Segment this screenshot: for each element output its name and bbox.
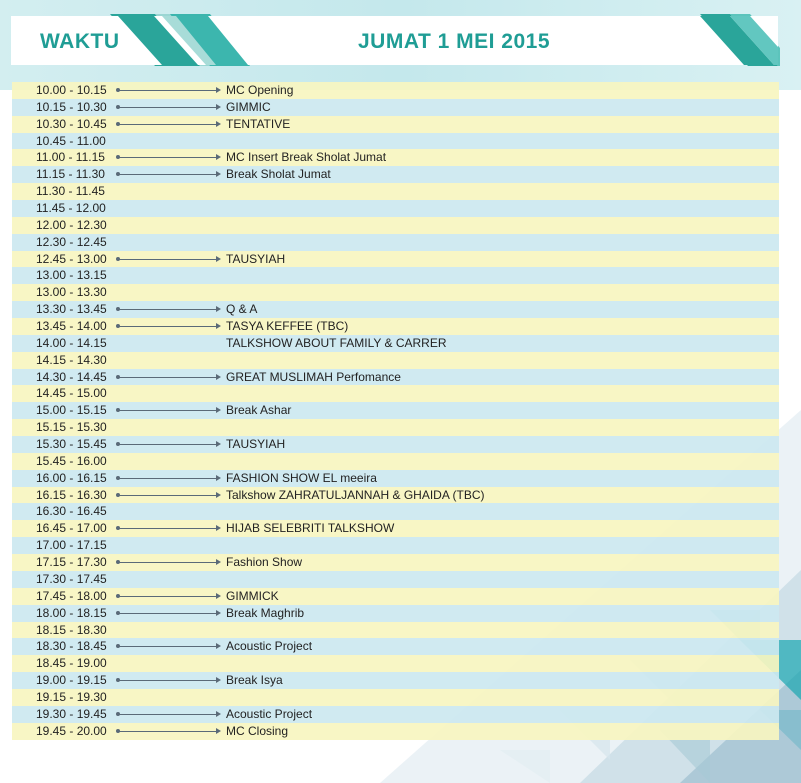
event-cell: Fashion Show <box>226 555 303 570</box>
arrow-icon <box>118 646 218 647</box>
schedule-row <box>12 183 779 200</box>
time-cell: 14.00 - 14.15 <box>36 335 107 350</box>
schedule-row <box>12 520 779 537</box>
schedule-row <box>12 605 779 622</box>
time-cell: 15.45 - 16.00 <box>36 453 107 468</box>
arrow-icon <box>118 613 218 614</box>
schedule-row <box>12 723 779 740</box>
event-cell: Acoustic Project <box>226 639 313 654</box>
schedule-row <box>12 284 779 301</box>
header-decoration-right-front <box>700 16 778 65</box>
time-cell: 19.00 - 19.15 <box>36 673 107 688</box>
event-cell: MC Opening <box>226 83 294 97</box>
waktu-heading: WAKTU <box>40 30 120 53</box>
event-cell: GIMMICK <box>226 588 279 603</box>
time-cell: 14.45 - 15.00 <box>36 386 107 401</box>
schedule-row <box>12 419 779 436</box>
time-cell: 16.30 - 16.45 <box>36 504 107 519</box>
arrow-icon <box>118 410 218 411</box>
event-cell: Acoustic Project <box>226 706 313 721</box>
schedule-row <box>12 537 779 554</box>
event-cell: Break Sholat Jumat <box>226 167 331 182</box>
time-cell: 15.30 - 15.45 <box>36 437 107 452</box>
time-cell: 16.15 - 16.30 <box>36 487 107 502</box>
schedule-row <box>12 622 779 639</box>
schedule-row <box>12 251 779 268</box>
schedule-row <box>12 267 779 284</box>
schedule-row <box>12 116 779 133</box>
schedule-row <box>12 453 779 470</box>
arrow-icon <box>118 174 218 175</box>
arrow-icon <box>118 326 218 327</box>
schedule-row <box>12 166 779 183</box>
arrow-icon <box>118 309 218 310</box>
time-cell: 14.15 - 14.30 <box>36 352 107 367</box>
schedule-row <box>12 82 779 99</box>
schedule-row <box>12 571 779 588</box>
arrow-icon <box>118 124 218 125</box>
time-cell: 13.30 - 13.45 <box>36 302 107 317</box>
event-cell: GIMMIC <box>226 99 271 114</box>
schedule-row <box>12 503 779 520</box>
event-cell: TASYA KEFFEE (TBC) <box>226 319 349 334</box>
schedule-row <box>12 402 779 419</box>
schedule-row <box>12 638 779 655</box>
schedule-table <box>12 82 779 740</box>
schedule-row <box>12 554 779 571</box>
schedule-row <box>12 672 779 689</box>
schedule-row <box>12 149 779 166</box>
arrow-icon <box>118 562 218 563</box>
arrow-icon <box>118 107 218 108</box>
time-cell: 17.30 - 17.45 <box>36 571 107 586</box>
event-cell: GREAT MUSLIMAH Perfomance <box>226 369 401 384</box>
time-cell: 11.00 - 11.15 <box>36 150 105 165</box>
time-cell: 13.00 - 13.15 <box>36 268 107 283</box>
schedule-row <box>12 436 779 453</box>
header-decoration-left-front <box>118 16 248 65</box>
time-cell: 10.30 - 10.45 <box>36 116 107 131</box>
schedule-row <box>12 655 779 672</box>
schedule-row <box>12 133 779 150</box>
time-cell: 10.15 - 10.30 <box>36 99 107 114</box>
schedule-row <box>12 385 779 402</box>
schedule-row <box>12 588 779 605</box>
arrow-icon <box>118 680 218 681</box>
arrow-icon <box>118 157 218 158</box>
arrow-icon <box>118 596 218 597</box>
time-cell: 16.00 - 16.15 <box>36 470 107 485</box>
arrow-icon <box>118 259 218 260</box>
schedule-row <box>12 470 779 487</box>
time-cell: 17.15 - 17.30 <box>36 555 107 570</box>
event-cell: Break Isya <box>226 673 283 688</box>
arrow-icon <box>118 377 218 378</box>
time-cell: 18.00 - 18.15 <box>36 605 107 620</box>
arrow-icon <box>118 444 218 445</box>
event-cell: TAUSYIAH <box>226 251 286 266</box>
time-cell: 18.45 - 19.00 <box>36 656 107 671</box>
arrow-icon <box>118 528 218 529</box>
time-cell: 10.00 - 10.15 <box>36 83 107 97</box>
schedule-row <box>12 200 779 217</box>
time-cell: 18.15 - 18.30 <box>36 622 107 637</box>
time-cell: 19.30 - 19.45 <box>36 706 107 721</box>
date-heading: JUMAT 1 MEI 2015 <box>358 30 551 53</box>
time-cell: 15.15 - 15.30 <box>36 420 107 435</box>
time-cell: 12.00 - 12.30 <box>36 217 107 232</box>
schedule-row <box>12 369 779 386</box>
arrow-icon <box>118 478 218 479</box>
time-cell: 10.45 - 11.00 <box>36 133 106 148</box>
schedule-row <box>12 706 779 723</box>
event-cell: Break Ashar <box>226 403 292 418</box>
event-cell: FASHION SHOW EL meeira <box>226 470 377 485</box>
time-cell: 11.45 - 12.00 <box>36 201 106 216</box>
time-cell: 19.45 - 20.00 <box>36 723 107 738</box>
time-cell: 11.30 - 11.45 <box>36 184 105 199</box>
event-cell: Q & A <box>226 302 258 317</box>
arrow-icon <box>118 714 218 715</box>
time-cell: 16.45 - 17.00 <box>36 521 107 536</box>
schedule-row <box>12 689 779 706</box>
schedule-row <box>12 335 779 352</box>
time-cell: 13.45 - 14.00 <box>36 319 107 334</box>
arrow-icon <box>118 731 218 732</box>
schedule-row <box>12 301 779 318</box>
event-cell: Talkshow ZAHRATULJANNAH & GHAIDA (TBC) <box>226 487 485 502</box>
time-cell: 15.00 - 15.15 <box>36 403 107 418</box>
schedule-row <box>12 99 779 116</box>
event-cell: MC Closing <box>226 723 289 738</box>
arrow-icon <box>118 495 218 496</box>
time-cell: 12.45 - 13.00 <box>36 251 107 266</box>
schedule-row <box>12 217 779 234</box>
event-cell: MC Insert Break Sholat Jumat <box>226 150 387 165</box>
time-cell: 14.30 - 14.45 <box>36 369 107 384</box>
time-cell: 13.00 - 13.30 <box>36 285 107 300</box>
event-cell: TENTATIVE <box>226 116 291 131</box>
arrow-icon <box>118 90 218 91</box>
event-cell: HIJAB SELEBRITI TALKSHOW <box>226 521 395 536</box>
schedule-row <box>12 352 779 369</box>
time-cell: 17.45 - 18.00 <box>36 588 107 603</box>
event-cell: Break Maghrib <box>226 605 305 620</box>
time-cell: 11.15 - 11.30 <box>36 167 105 182</box>
schedule-row <box>12 487 779 504</box>
time-cell: 17.00 - 17.15 <box>36 538 107 553</box>
schedule-row <box>12 234 779 251</box>
event-cell: TALKSHOW ABOUT FAMILY & CARRER <box>226 335 447 350</box>
time-cell: 19.15 - 19.30 <box>36 689 107 704</box>
time-cell: 18.30 - 18.45 <box>36 639 107 654</box>
schedule-row <box>12 318 779 335</box>
event-cell: TAUSYIAH <box>226 437 286 452</box>
time-cell: 12.30 - 12.45 <box>36 234 107 249</box>
